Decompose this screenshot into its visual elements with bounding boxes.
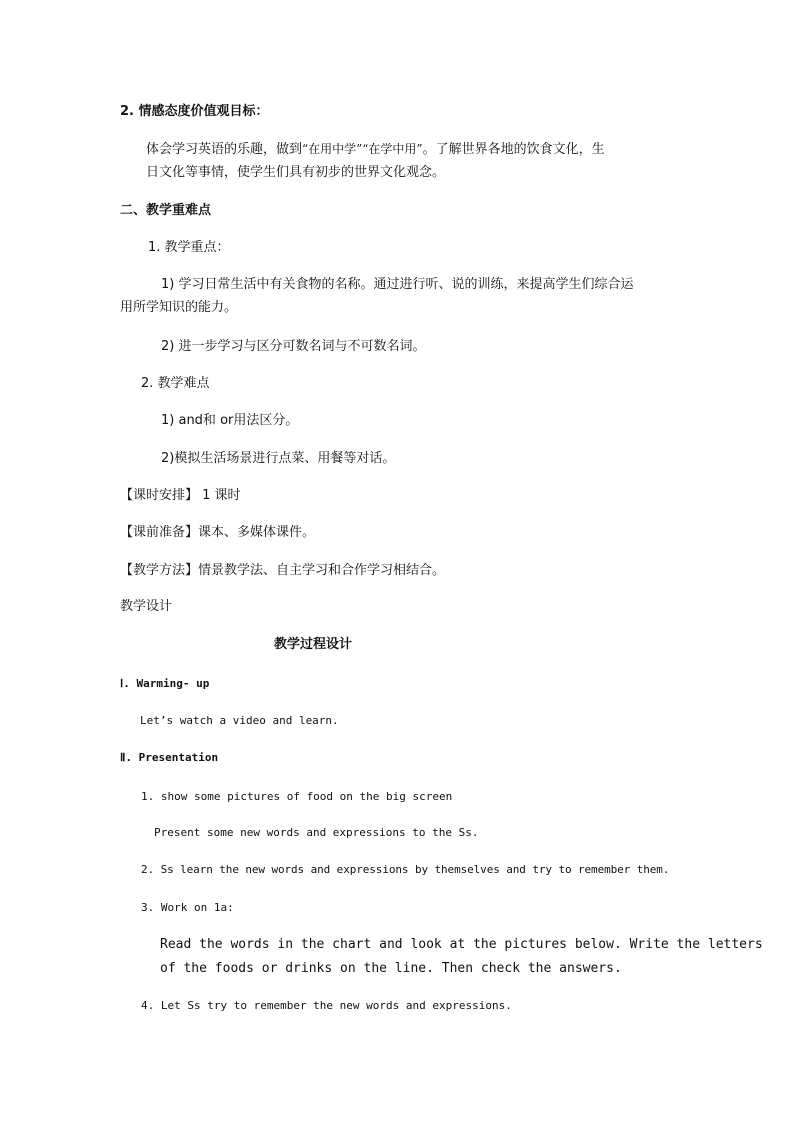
step3-line: 3. Work on 1a:	[141, 901, 234, 914]
body-line1-quote: “在用中学”“在学中用”	[302, 142, 423, 156]
step4-line: 4. Let Ss try to remember the new words and expressions.	[141, 999, 512, 1012]
warmup-text: Let’s watch a video and learn.	[140, 714, 339, 727]
focus-item1-line1: 1) 学习日常生活中有关食物的名称。通过进行听、说的训练，来提高学生们综合运	[161, 277, 634, 292]
step2-line: 2. Ss learn the new words and expressions by themselves and try to remember them.	[141, 863, 670, 876]
process-title: 教学过程设计	[274, 637, 353, 652]
step3-sub-line2: of the foods or drinks on the line. Then check the answers.	[160, 961, 622, 976]
presentation-heading: Ⅱ. Presentation	[120, 751, 219, 764]
body-line1-part-a: 体会学习英语的乐趣，做到	[146, 142, 303, 157]
focus-heading: 1. 教学重点：	[148, 240, 230, 255]
step1-sub-line: Present some new words and expressions to the Ss.	[154, 826, 479, 839]
difficulty-item2: 2)模拟生活场景进行点菜、用餐等对话。	[161, 451, 396, 466]
schedule-line: 【课时安排】 1 课时	[120, 488, 241, 503]
focus-item2: 2) 进一步学习与区分可数名词与不可数名词。	[161, 339, 426, 354]
design-label: 教学设计	[120, 599, 173, 614]
key-points-heading: 二、教学重难点	[120, 203, 212, 218]
step3-sub-line1: Read the words in the chart and look at the pictures below. Write the letters	[160, 937, 763, 952]
body-line1-part-b: 。了解世界各地的饮食文化，生	[422, 142, 605, 157]
difficulty-item1: 1) and和 or用法区分。	[161, 413, 299, 428]
difficulty-heading: 2. 教学难点	[141, 376, 210, 391]
preparation-line: 【课前准备】课本、多媒体课件。	[120, 525, 316, 540]
warmup-heading: Ⅰ. Warming- up	[120, 677, 210, 690]
focus-item1-line2: 用所学知识的能力。	[120, 300, 238, 315]
emotion-objective-body-line2: 日文化等事情，使学生们具有初步的世界文化观念。	[146, 165, 446, 180]
method-line: 【教学方法】情景教学法、自主学习和合作学习相结合。	[120, 563, 446, 578]
emotion-objective-heading: 2. 情感态度价值观目标：	[120, 104, 269, 119]
step1-line: 1. show some pictures of food on the big screen	[141, 790, 453, 803]
emotion-objective-body-line1	[146, 141, 605, 158]
